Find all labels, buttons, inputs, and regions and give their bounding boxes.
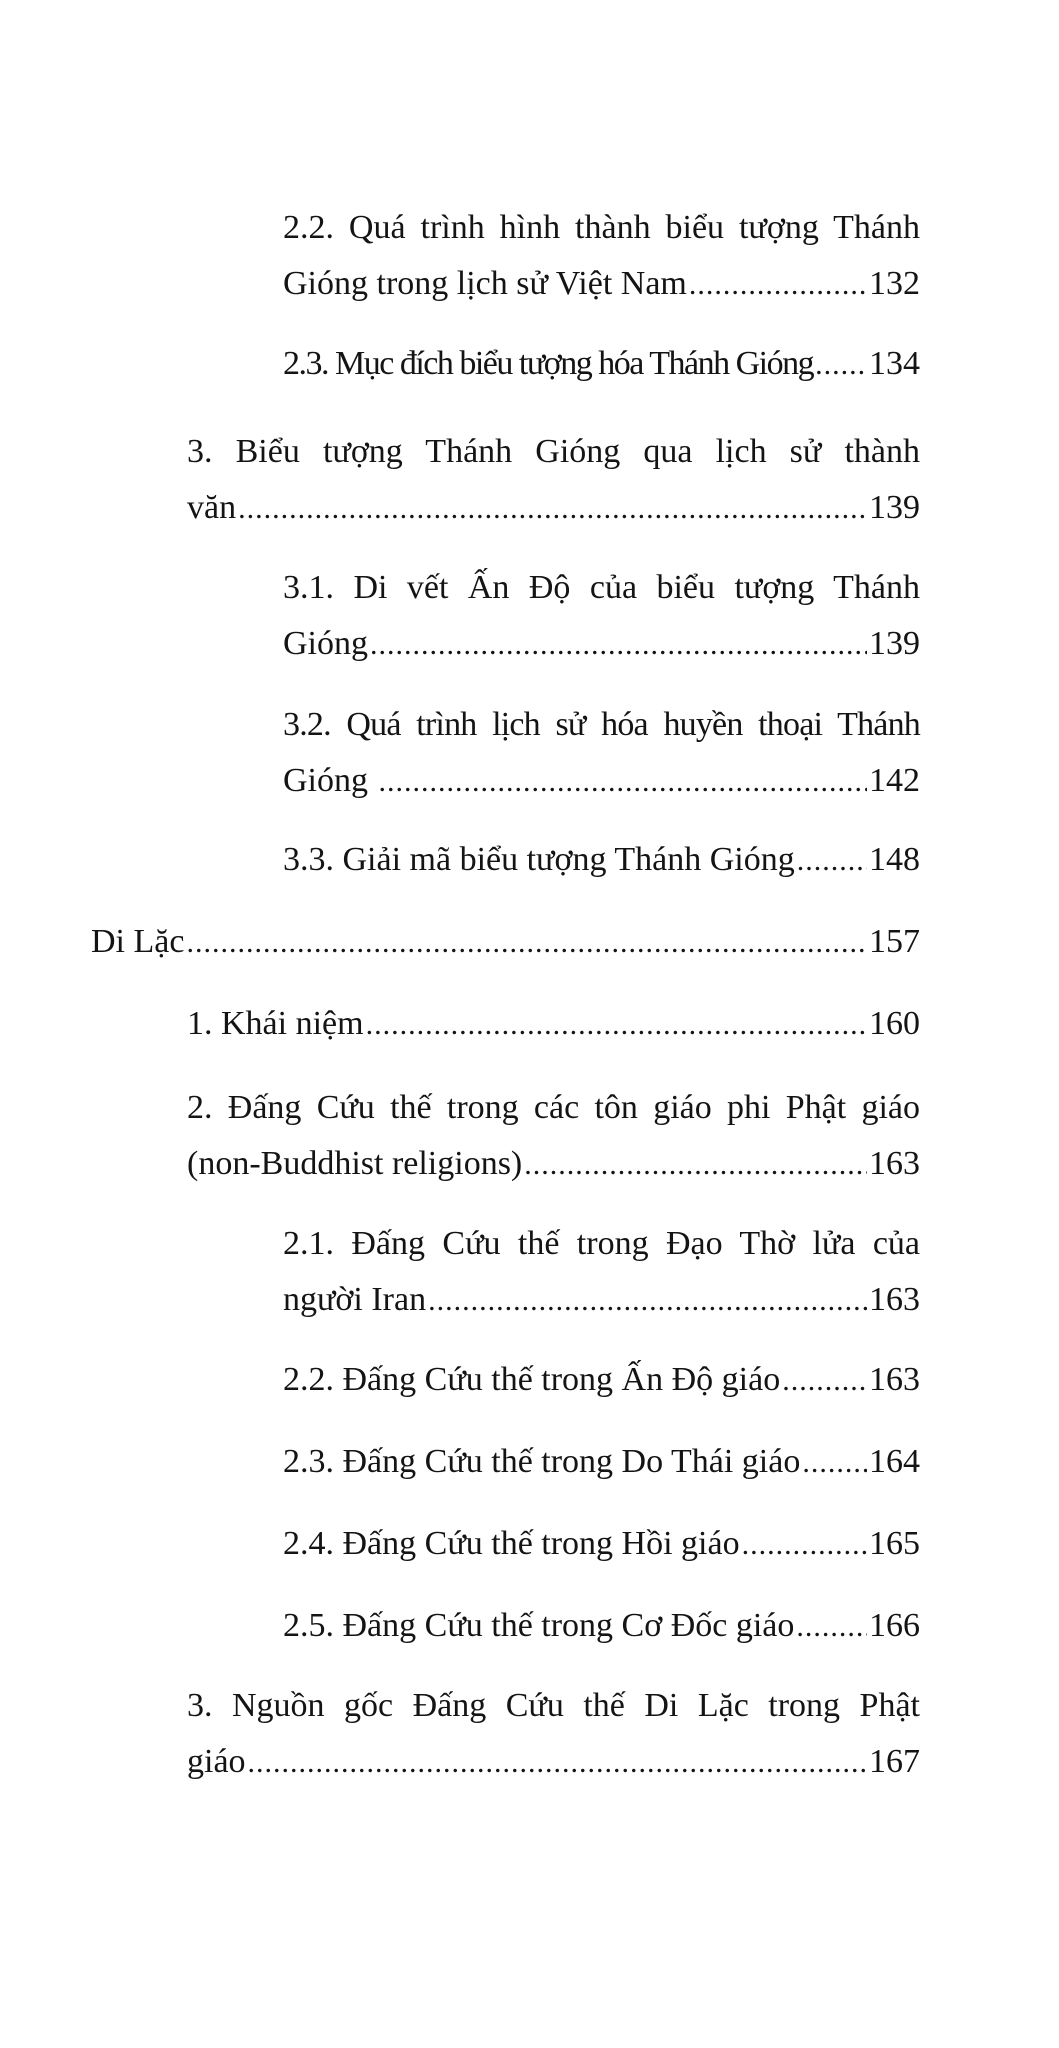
page-number: 142 xyxy=(869,762,920,799)
toc-entry-text: 2.1. Đấng Cứu thế trong Đạo Thờ lửa của xyxy=(283,1225,920,1262)
toc-entry-text: Di Lặc xyxy=(91,923,185,960)
toc-entry-text: 3.3. Giải mã biểu tượng Thánh Gióng xyxy=(283,841,795,878)
toc-entry xyxy=(283,1434,920,1491)
leader-dots xyxy=(248,1735,867,1791)
toc-entry-text: giáo xyxy=(187,1743,246,1780)
toc-entry xyxy=(283,336,920,393)
page-number: 163 xyxy=(869,1361,920,1398)
toc-entry-text: Gióng xyxy=(283,625,368,662)
leader-dots xyxy=(524,1137,867,1193)
leader-dots xyxy=(379,754,868,810)
page-number: 132 xyxy=(869,265,920,302)
page-number: 163 xyxy=(869,1281,920,1318)
toc-entry xyxy=(283,1516,920,1573)
page-number: 167 xyxy=(869,1743,920,1780)
toc-entry xyxy=(187,1678,920,1791)
page-number: 139 xyxy=(869,625,920,662)
leader-dots xyxy=(366,997,867,1053)
toc-entry xyxy=(283,697,920,810)
leader-dots xyxy=(238,481,867,537)
leader-dots xyxy=(796,1599,867,1655)
leader-dots xyxy=(370,617,867,673)
toc-entry-text: 3.1. Di vết Ấn Độ của biểu tượng Thánh xyxy=(283,569,920,606)
toc-entry-text: 2.2. Quá trình hình thành biểu tượng Thánh xyxy=(283,209,920,246)
toc-entry xyxy=(187,1080,920,1193)
toc-entry-text: 2.2. Đấng Cứu thế trong Ấn Độ giáo xyxy=(283,1361,781,1398)
page-number: 165 xyxy=(869,1525,920,1562)
toc-entry xyxy=(283,200,920,313)
leader-dots xyxy=(802,1435,867,1491)
page-number: 139 xyxy=(869,489,920,526)
leader-dots xyxy=(782,1353,867,1409)
page-number: 166 xyxy=(869,1607,920,1644)
toc-entry-text: (non-Buddhist religions) xyxy=(187,1145,523,1182)
toc-entry xyxy=(91,914,920,971)
leader-dots xyxy=(186,915,867,971)
page-number: 164 xyxy=(869,1443,920,1480)
leader-dots xyxy=(689,257,867,313)
toc-entry xyxy=(187,424,920,537)
toc-entry-text: 3. Nguồn gốc Đấng Cứu thế Di Lặc trong Phật xyxy=(187,1687,920,1724)
toc-entry xyxy=(283,560,920,673)
leader-dots xyxy=(742,1517,867,1573)
toc-entry-text: 2.4. Đấng Cứu thế trong Hồi giáo xyxy=(283,1525,740,1562)
toc-entry xyxy=(283,1598,920,1655)
leader-dots xyxy=(428,1273,867,1329)
toc-entry-text: 2.3. Mục đích biểu tượng hóa Thánh Gióng xyxy=(283,345,814,382)
toc-entry-text: 2.5. Đấng Cứu thế trong Cơ Đốc giáo xyxy=(283,1607,795,1644)
toc-entry-text: văn xyxy=(187,489,237,526)
toc-entry-text: 1. Khái niệm xyxy=(187,1005,364,1042)
toc-entry-text: Gióng xyxy=(283,762,377,799)
page-number: 160 xyxy=(869,1005,920,1042)
toc-entry xyxy=(283,1216,920,1329)
page-number: 148 xyxy=(869,841,920,878)
toc-entry-text: 3.2. Quá trình lịch sử hóa huyền thoại Thánh xyxy=(283,706,920,743)
toc-entry xyxy=(283,832,920,889)
toc-entry-text: người Iran xyxy=(283,1281,427,1318)
toc-entry-text: 2.3. Đấng Cứu thế trong Do Thái giáo xyxy=(283,1443,801,1480)
toc-entry xyxy=(187,996,920,1053)
page-number: 157 xyxy=(869,923,920,960)
toc-entry-text: Gióng trong lịch sử Việt Nam xyxy=(283,265,687,302)
leader-dots xyxy=(815,337,867,393)
toc-entry-text: 3. Biểu tượng Thánh Gióng qua lịch sử thành xyxy=(187,433,920,470)
toc-entry-text: 2. Đấng Cứu thế trong các tôn giáo phi Phật giáo xyxy=(187,1089,920,1126)
page-number: 134 xyxy=(869,345,920,382)
page-number: 163 xyxy=(869,1145,920,1182)
toc-entry xyxy=(283,1352,920,1409)
leader-dots xyxy=(797,833,867,889)
